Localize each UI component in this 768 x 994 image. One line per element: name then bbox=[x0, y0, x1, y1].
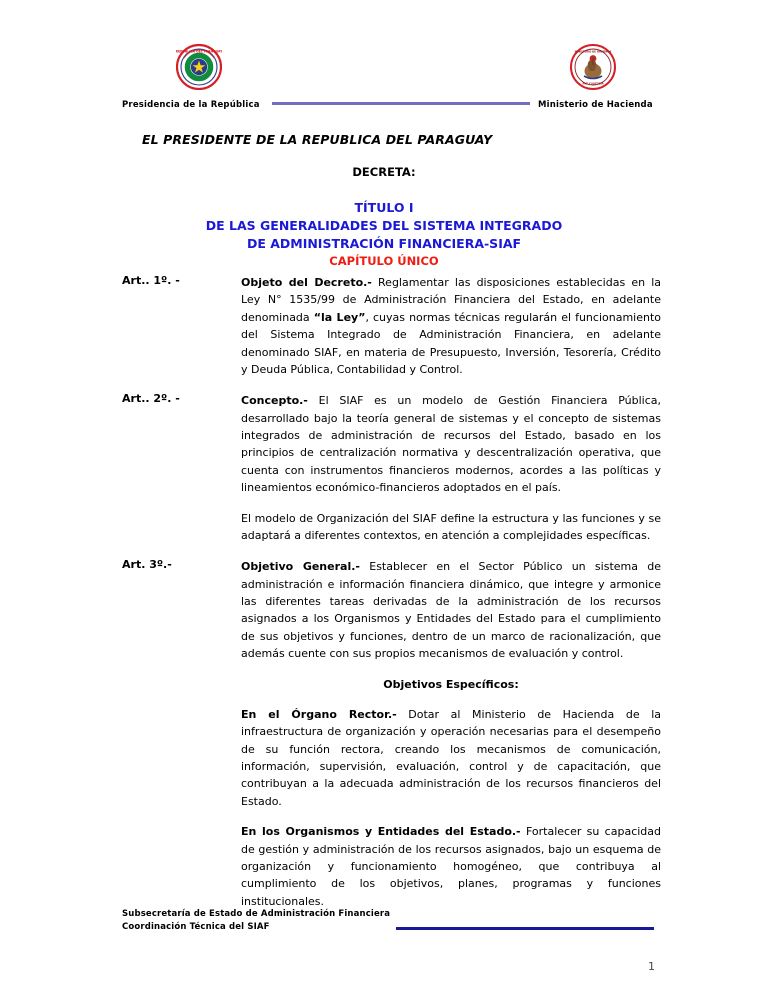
page-number: 1 bbox=[648, 960, 655, 973]
paragraph-lead-in: Objetivo General.- bbox=[241, 560, 360, 574]
president-heading: EL PRESIDENTE DE LA REPUBLICA DEL PARAGUAY bbox=[142, 132, 493, 147]
footer-divider-rule bbox=[396, 927, 654, 930]
article bbox=[0, 392, 768, 544]
footer-organization bbox=[122, 908, 390, 934]
article-paragraph bbox=[241, 706, 661, 810]
paragraph-lead-in: Objeto del Decreto.- bbox=[241, 276, 372, 289]
article-body bbox=[241, 392, 661, 544]
paragraph-text: El SIAF es un modelo de Gestión Financiera Pública, desarrollado bajo la teoría general de sistemas y el concepto de sistemas integrados de administración de recursos del Estado, basado en los principios de centralización normativa y descentralización operativa, que cuenta con instrumentos financieros modernos, acordes a las políticas y lineamientos económico-financieros adoptados en el país. bbox=[241, 394, 661, 495]
paragraph-text: Establecer en el Sector Público un sistema de administración e información financiera dinámico, que integre y armonice las diferentes tareas derivadas de la administración de los recursos asignados a los Organismos y Entidades del Estado para el cumplimiento de sus objetivos y funciones, dentro de un marco de racionalización, que además cuente con sus propios mecanismos de evaluación y control. bbox=[241, 560, 662, 661]
article-paragraph: El modelo de Organización del SIAF define la estructura y las funciones y se adaptará a diferentes contextos, en atención a complejidades específicas. bbox=[241, 511, 661, 542]
paragraph-emphasis: “la Ley” bbox=[313, 310, 366, 324]
article-paragraph bbox=[241, 823, 661, 910]
header-divider-rule bbox=[272, 102, 530, 105]
paraguay-coat-of-arms-icon bbox=[176, 44, 222, 90]
article-body bbox=[241, 274, 661, 378]
decreta-heading: DECRETA: bbox=[352, 165, 416, 179]
article-label: Art.. 1º. - bbox=[122, 274, 180, 287]
titulo-line-1: TÍTULO I bbox=[354, 200, 414, 215]
paragraph-lead-in: En el Órgano Rector.- bbox=[241, 707, 397, 721]
article-paragraph bbox=[241, 392, 661, 496]
paragraph-text-continued: , cuyas normas técnicas regularán el funcionamiento del Sistema Integrado de Administración Financiera, en adelante denominado SIAF, en materia de Presupuesto, Inversión, Tesorería, Crédito y Deuda Pública, Contabilidad y Control. bbox=[241, 310, 662, 376]
article-label: Art.. 2º. - bbox=[122, 392, 180, 406]
titulo-line-3: DE ADMINISTRACIÓN FINANCIERA-SIAF bbox=[246, 235, 522, 251]
paragraph-lead-in: En los Organismos y Entidades del Estado.- bbox=[241, 825, 521, 839]
articles-container bbox=[0, 274, 768, 924]
article bbox=[0, 274, 768, 378]
titulo-line-2: DE LAS GENERALIDADES DEL SISTEMA INTEGRADO bbox=[205, 217, 563, 233]
paragraph-lead-in: Concepto.- bbox=[241, 394, 308, 408]
footer-line-1: Subsecretaría de Estado de Administración Financiera bbox=[122, 909, 391, 919]
header-left-label: Presidencia de la República bbox=[122, 100, 260, 110]
paragraph-text: Fortalecer su capacidad de gestión y administración de los recursos asignados, bajo un esquema de organización y funcionamiento homogéneo, que contribuya al cumplimiento de los objetivos, planes, programas y funciones institucionales. bbox=[241, 825, 662, 908]
article-body bbox=[241, 558, 661, 910]
page-header bbox=[0, 0, 768, 118]
svg-text:REPUBLICA DEL PARAGUAY: REPUBLICA DEL PARAGUAY bbox=[176, 49, 222, 54]
header-right-label: Ministerio de Hacienda bbox=[538, 100, 653, 110]
footer-line-2: Coordinación Técnica del SIAF bbox=[122, 922, 270, 933]
article-label: Art. 3º.- bbox=[122, 558, 172, 572]
ministerio-de-hacienda-seal-icon bbox=[570, 44, 616, 90]
subsection-heading: Objetivos Específicos: bbox=[383, 677, 519, 691]
paragraph-text: Reglamentar las disposiciones establecidas en la Ley N° 1535/99 de Administración Financiera del Estado, en adelante denominada bbox=[241, 276, 662, 324]
svg-text:PAZ Y JUSTICIA: PAZ Y JUSTICIA bbox=[582, 82, 604, 86]
article-paragraph bbox=[241, 558, 661, 662]
article bbox=[0, 558, 768, 910]
title-block bbox=[0, 132, 768, 270]
titulo-group bbox=[0, 199, 768, 270]
capitulo-heading: CAPÍTULO ÚNICO bbox=[329, 254, 439, 269]
paragraph-text: Dotar al Ministerio de Hacienda de la infraestructura de organización y operación necesarias para el desempeño de su función rectora, creando los mecanismos de comunicación, información, supervisión, evaluación, control y de capacitación, que contribuyan a la adecuada administración de los recursos financieros del Estado. bbox=[241, 707, 661, 808]
svg-text:MINISTERIO DE HACIENDA: MINISTERIO DE HACIENDA bbox=[574, 50, 612, 54]
article-paragraph bbox=[241, 274, 661, 378]
